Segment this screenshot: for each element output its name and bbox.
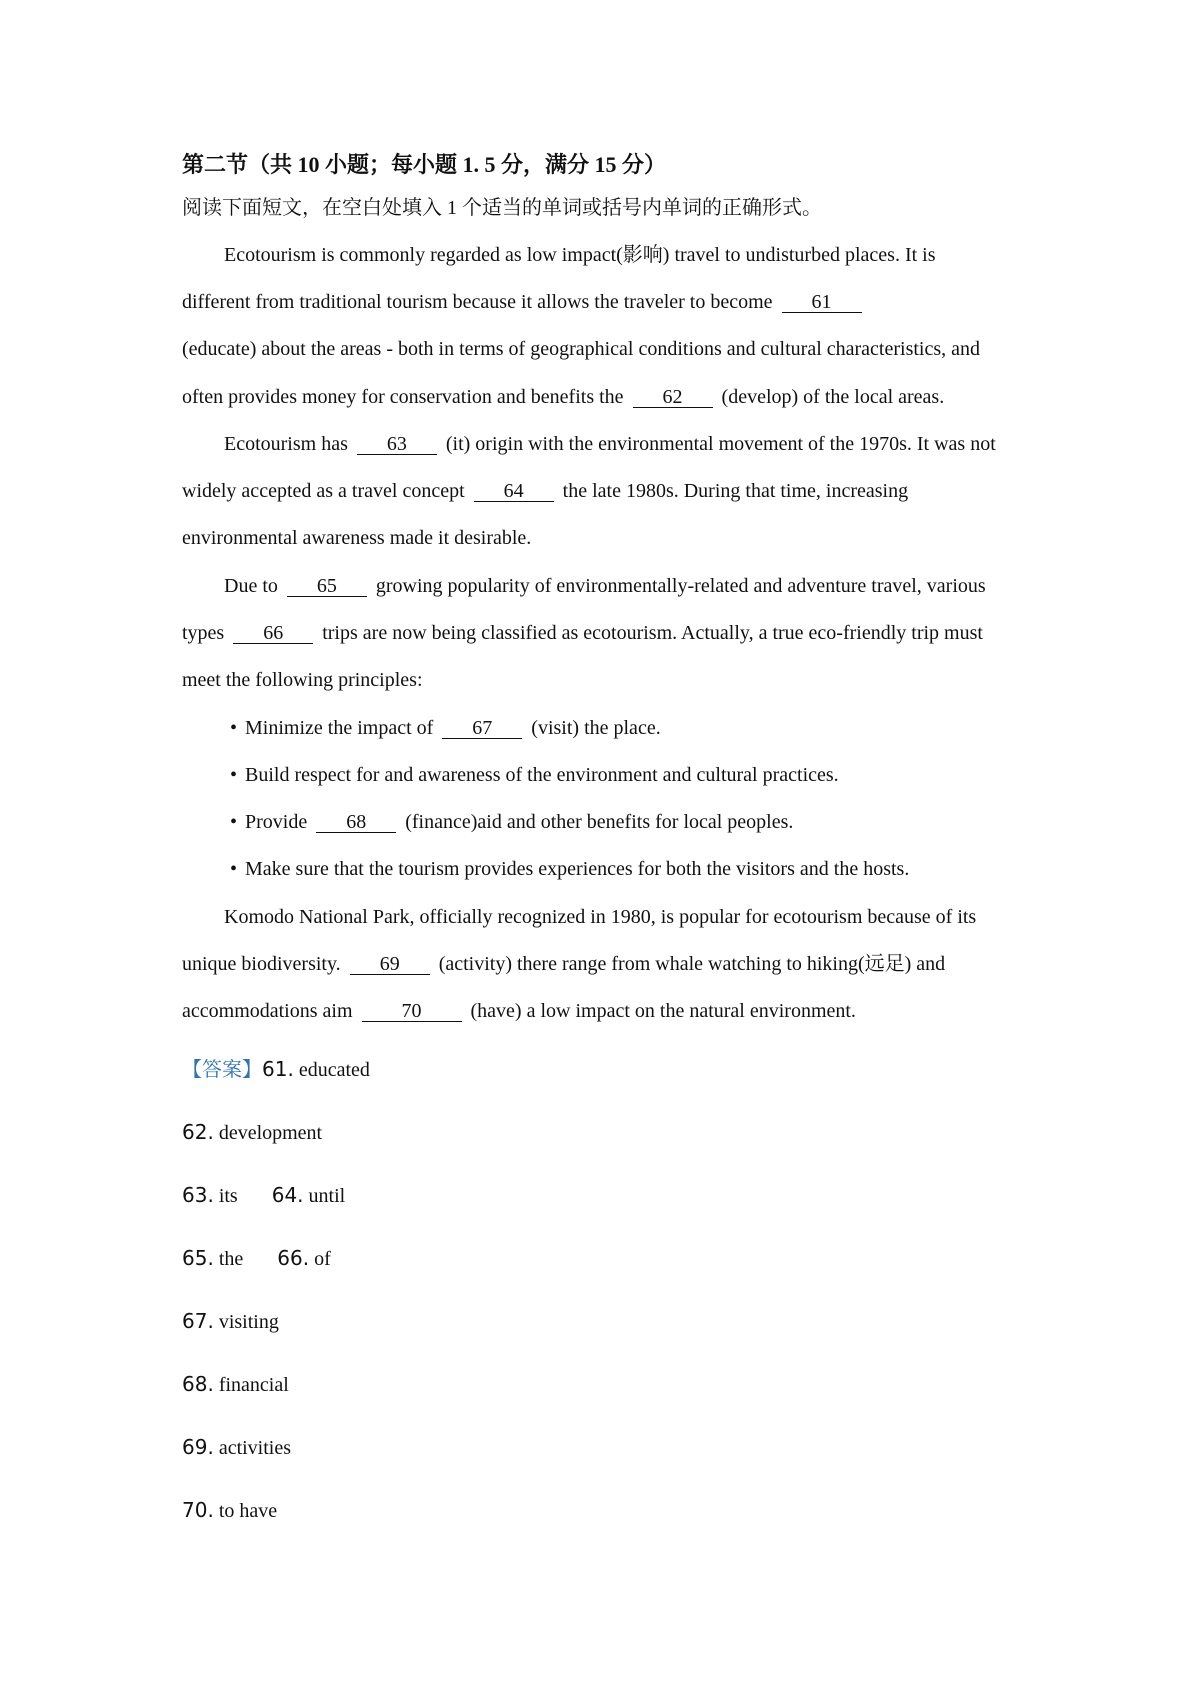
answer-line-70 — [182, 1498, 277, 1523]
bullet-icon: • — [230, 858, 238, 880]
passage-text: (it) origin with the environmental movement of the 1970s. It was not — [445, 433, 996, 455]
blank-62: 62 — [633, 387, 713, 408]
answer-text: until — [308, 1185, 346, 1207]
blank-70: 70 — [362, 1001, 462, 1022]
passage-text: (have) a low impact on the natural environment. — [470, 1000, 856, 1022]
passage-line-3: (educate) about the areas - both in terms of geographical conditions and cultural characteristics, and — [182, 338, 981, 360]
principle-item-3 — [230, 810, 793, 834]
answer-line-63-64 — [182, 1183, 345, 1208]
section-heading: 第二节（共 10 小题；每小题 1. 5 分，满分 15 分） — [182, 152, 667, 177]
passage-text: trips are now being classified as ecotourism. Actually, a true eco-friendly trip must — [322, 622, 983, 644]
passage-line-12 — [182, 952, 945, 976]
answer-line-69 — [182, 1435, 291, 1460]
answer-tag: 【答案】 — [182, 1059, 262, 1081]
passage-line-5 — [224, 432, 996, 456]
passage-line-8 — [224, 574, 986, 598]
answer-number: 61. — [262, 1057, 294, 1081]
passage-text: Build respect for and awareness of the environment and cultural practices. — [245, 764, 839, 786]
passage-line-1: Ecotourism is commonly regarded as low impact(影响) travel to undisturbed places. It is — [224, 244, 936, 266]
blank-63: 63 — [357, 434, 437, 455]
passage-text: Provide — [245, 811, 308, 833]
passage-line-11: Komodo National Park, officially recognized in 1980, is popular for ecotourism because of its — [224, 906, 977, 928]
passage-line-7: environmental awareness made it desirable. — [182, 527, 532, 549]
blank-61: 61 — [782, 292, 862, 313]
passage-text: Make sure that the tourism provides experiences for both the visitors and the hosts. — [245, 858, 910, 880]
answer-line-68 — [182, 1372, 289, 1397]
passage-text: often provides money for conservation and benefits the — [182, 386, 624, 408]
passage-text: (finance)aid and other benefits for local peoples. — [405, 811, 794, 833]
passage-text: unique biodiversity. — [182, 953, 341, 975]
answer-line-65-66 — [182, 1246, 331, 1271]
passage-text: types — [182, 622, 225, 644]
passage-text: Minimize the impact of — [245, 717, 434, 739]
answer-number: 66. — [277, 1246, 310, 1270]
answer-text: financial — [218, 1374, 289, 1396]
answer-text: activities — [218, 1437, 292, 1459]
answer-text: educated — [298, 1059, 370, 1081]
bullet-icon: • — [230, 717, 238, 739]
answer-number: 63. — [182, 1183, 214, 1207]
answer-number: 65. — [182, 1246, 214, 1270]
principle-item-4 — [230, 857, 909, 881]
passage-line-10: meet the following principles: — [182, 669, 423, 691]
blank-64: 64 — [474, 481, 554, 502]
passage-text: different from traditional tourism because it allows the traveler to become — [182, 291, 773, 313]
bullet-icon: • — [230, 764, 238, 786]
passage-text: (activity) there range from whale watching to hiking(远足) and — [438, 953, 946, 975]
answer-text: its — [218, 1185, 238, 1207]
passage-line-2 — [182, 290, 866, 314]
passage-line-13 — [182, 999, 856, 1023]
answer-text: to have — [218, 1500, 278, 1522]
passage-line-4 — [182, 385, 944, 409]
passage-text: (visit) the place. — [531, 717, 661, 739]
principle-item-1 — [230, 716, 661, 740]
blank-67: 67 — [442, 718, 522, 739]
passage-line-6 — [182, 479, 908, 503]
answer-text: of — [314, 1248, 331, 1270]
blank-66: 66 — [233, 623, 313, 644]
blank-68: 68 — [316, 812, 396, 833]
answer-number: 67. — [182, 1309, 214, 1333]
passage-line-9 — [182, 621, 983, 645]
answer-line-67 — [182, 1309, 279, 1334]
blank-65: 65 — [287, 576, 367, 597]
passage-text: Ecotourism has — [224, 433, 348, 455]
answer-text: visiting — [218, 1311, 279, 1333]
passage-text: growing popularity of environmentally-related and adventure travel, various — [375, 575, 986, 597]
answer-text: the — [218, 1248, 244, 1270]
passage-text: widely accepted as a travel concept — [182, 480, 465, 502]
answer-number: 69. — [182, 1435, 214, 1459]
answer-line-62 — [182, 1120, 322, 1145]
passage-text: the late 1980s. During that time, increasing — [562, 480, 909, 502]
principle-item-2 — [230, 763, 839, 787]
bullet-icon: • — [230, 811, 238, 833]
passage-text: Due to — [224, 575, 278, 597]
answer-number: 68. — [182, 1372, 214, 1396]
answer-number: 64. — [271, 1183, 304, 1207]
answer-line-61 — [182, 1057, 370, 1082]
instruction-text: 阅读下面短文，在空白处填入 1 个适当的单词或括号内单词的正确形式。 — [182, 197, 822, 219]
answer-number: 62. — [182, 1120, 214, 1144]
blank-69: 69 — [350, 954, 430, 975]
passage-text: accommodations aim — [182, 1000, 353, 1022]
answer-text: development — [218, 1122, 323, 1144]
passage-text: (develop) of the local areas. — [721, 386, 945, 408]
answer-number: 70. — [182, 1498, 214, 1522]
